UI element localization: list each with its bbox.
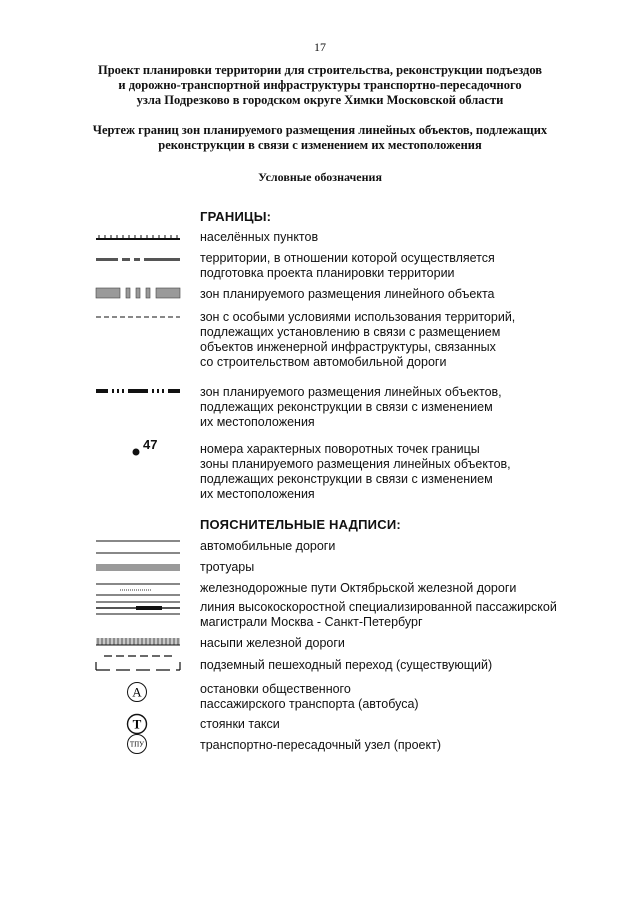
page-number: 17 [314,40,326,54]
subtitle-line: Чертеж границ зон планируемого размещения линейных объектов, подлежащих [92,123,548,137]
symbol-high-speed-line [96,599,180,617]
taxi-stand-icon-letter: Т [132,716,142,732]
title-line: Проект планировки территории для строительства, реконструкции подъездов [97,63,543,77]
legend-item-reconstruction-zone [200,385,600,430]
document-subtitle [60,123,580,153]
legend-item-planning-territory [200,251,600,281]
transport-hub-icon [126,733,148,755]
symbol-planning-territory-border [96,252,180,268]
legend-item-bus-stops [200,682,600,712]
legend-item-underground-crossing [200,658,600,673]
symbol-turning-point-dot [131,445,143,457]
legend-text-line: территории, в отношении которой осуществляется [200,251,495,265]
symbol-sidewalks [96,560,180,576]
legend-item-sidewalks [200,560,600,575]
transport-hub-icon-text: ТПУ [129,740,145,749]
legend-text-line: номера характерных поворотных точек границы [200,442,480,456]
taxi-stand-icon [126,713,148,735]
legend-text-line: линия высокоскоростной специализированной пассажирской [200,600,557,614]
legend-text-line: зон с особыми условиями использования территорий, [200,310,516,324]
legend-text-line: подземный пешеходный переход (существующий) [200,658,493,672]
symbol-linear-object-zone [96,286,180,302]
legend-item-special-conditions-zone [200,310,600,370]
legend-text-line: населённых пунктов [200,230,319,244]
legend-text-line: подлежащих реконструкции в связи с изменением [200,472,493,486]
symbol-railway [96,580,180,598]
legend-heading: Условные обозначения [258,170,382,184]
subtitle-line: реконструкции в связи с изменением их местоположения [158,138,482,152]
legend-text-line: их местоположения [200,415,315,429]
legend-text-line: подготовка проекта планировки территории [200,266,455,280]
legend-item-roads [200,539,600,554]
legend-text-line: автомобильные дороги [200,539,336,553]
section-explanatory-heading: ПОЯСНИТЕЛЬНЫЕ НАДПИСИ: [200,517,401,532]
legend-text-line: тротуары [200,560,255,574]
legend-item-transport-hub [200,738,600,753]
legend-text-line: транспортно-пересадочный узел (проект) [200,738,442,752]
legend-item-high-speed-line [200,600,600,630]
legend-text-line: со строительством автомобильной дороги [200,355,447,369]
legend-item-railway-embankment [200,636,600,651]
legend-text-line: подлежащих реконструкции в связи с изменением [200,400,493,414]
legend-text-line: магистрали Москва - Санкт-Петербург [200,615,423,629]
bus-stop-icon [126,681,148,703]
legend-item-railway [200,581,600,596]
legend-text-line: подлежащих установлению в связи с размещением [200,325,501,339]
legend-text-line: железнодорожные пути Октябрьской железной дороги [200,581,517,595]
symbol-roads [96,538,180,556]
legend-text-line: пассажирского транспорта (автобуса) [200,697,419,711]
legend-text-line: остановки общественного [200,682,351,696]
bus-stop-icon-letter: А [132,684,142,700]
legend-item-turning-points [200,442,600,502]
legend-text-line: зон планируемого размещения линейного объекта [200,287,495,301]
legend-item-settlements [200,230,600,245]
symbol-special-conditions-zone [96,309,180,325]
legend-text-line: зон планируемого размещения линейных объектов, [200,385,502,399]
legend-text-line: зоны планируемого размещения линейных объектов, [200,457,511,471]
legend-item-taxi-stands [200,717,600,732]
legend-text-line: их местоположения [200,487,315,501]
symbol-turning-point-number: 47 [143,437,158,452]
title-line: узла Подрезково в городском округе Химки Московской области [136,93,504,107]
legend-text-line: стоянки такси [200,717,280,731]
legend-text-line: насыпи железной дороги [200,636,345,650]
legend-text-line: объектов инженерной инфраструктуры, связанных [200,340,496,354]
title-line: и дорожно-транспортной инфраструктуры транспортно-пересадочного [118,78,522,92]
symbol-railway-embankment [96,636,180,650]
document-title [60,63,580,108]
section-borders-heading: ГРАНИЦЫ: [200,209,272,224]
legend-item-linear-object-zone [200,287,600,302]
symbol-reconstruction-zone-border [96,383,180,399]
symbol-settlement-border [96,231,180,247]
symbol-underground-crossing [96,652,180,674]
